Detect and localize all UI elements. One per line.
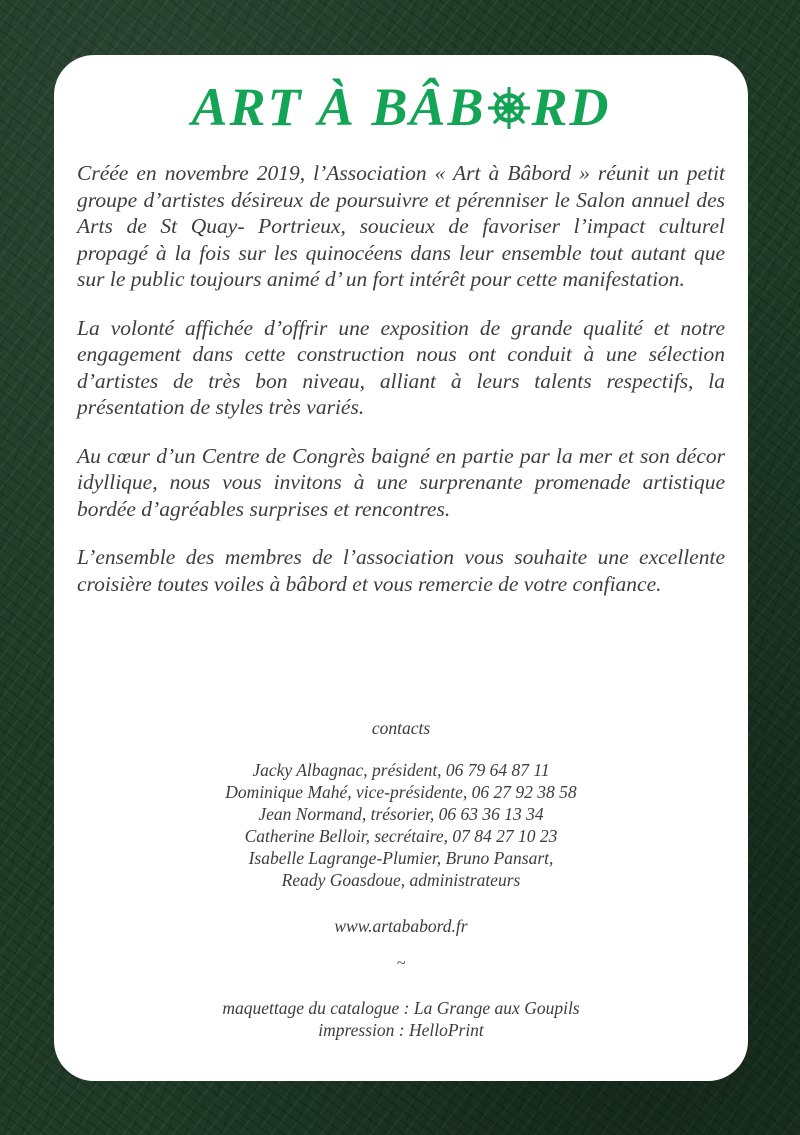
contact-line: Catherine Belloir, secrétaire, 07 84 27 10 23	[244, 826, 558, 846]
separator: ~	[396, 955, 406, 972]
intro-text	[77, 160, 725, 619]
title-text-end: RD	[531, 77, 611, 137]
paragraph: Au cœur d’un Centre de Congrès baigné en partie par la mer et son décor idyllique, nous vous invitons à une surprenante promenade artistique bordée d’agréables surprises et rencontres.	[77, 443, 725, 521]
contact-line: Dominique Mahé, vice-présidente, 06 27 92 38 58	[225, 782, 577, 802]
contacts-heading: contacts	[371, 718, 431, 738]
content-card	[54, 55, 748, 1081]
contact-line: Ready Goasdoue, administrateurs	[281, 870, 521, 890]
contact-line: Jacky Albagnac, président, 06 79 64 87 11	[252, 760, 550, 780]
paragraph: L’ensemble des membres de l’association vous souhaite une excellente croisière toutes voiles à bâbord et vous remercie de votre confiance.	[77, 545, 725, 596]
paragraph: Créée en novembre 2019, l’Association « Art à Bâbord » réunit un petit groupe d’artistes désireux de poursuivre et pérenniser le Salon annuel des Arts de St Quay- Portrieux, soucieux de favoriser l’impact culturel propagé à la fois sur les quinocéens dans leur ensemble tout autant que sur le public toujours animé d’ un fort intérêt pour cette manifestation.	[77, 161, 725, 291]
contact-line: Isabelle Lagrange-Plumier, Bruno Pansart,	[248, 848, 554, 868]
credit-line: impression : HelloPrint	[318, 1020, 484, 1040]
page-title	[54, 77, 748, 137]
website-link[interactable]: www.artababord.fr	[334, 916, 468, 936]
contacts-section	[54, 717, 748, 1041]
paragraph: La volonté affichée d’offrir une exposition de grande qualité et notre engagement dans cette construction nous ont conduit à une sélection d’artistes de très bon niveau, alliant à leurs talents respectifs, la présentation de styles très variés.	[77, 315, 725, 419]
contact-line: Jean Normand, trésorier, 06 63 36 13 34	[258, 804, 544, 824]
credit-line: maquettage du catalogue : La Grange aux Goupils	[222, 998, 580, 1018]
contacts-list	[54, 759, 748, 891]
credits	[54, 997, 748, 1041]
title-text-start: ART À BÂB	[191, 77, 486, 137]
ship-wheel-icon	[488, 87, 530, 129]
